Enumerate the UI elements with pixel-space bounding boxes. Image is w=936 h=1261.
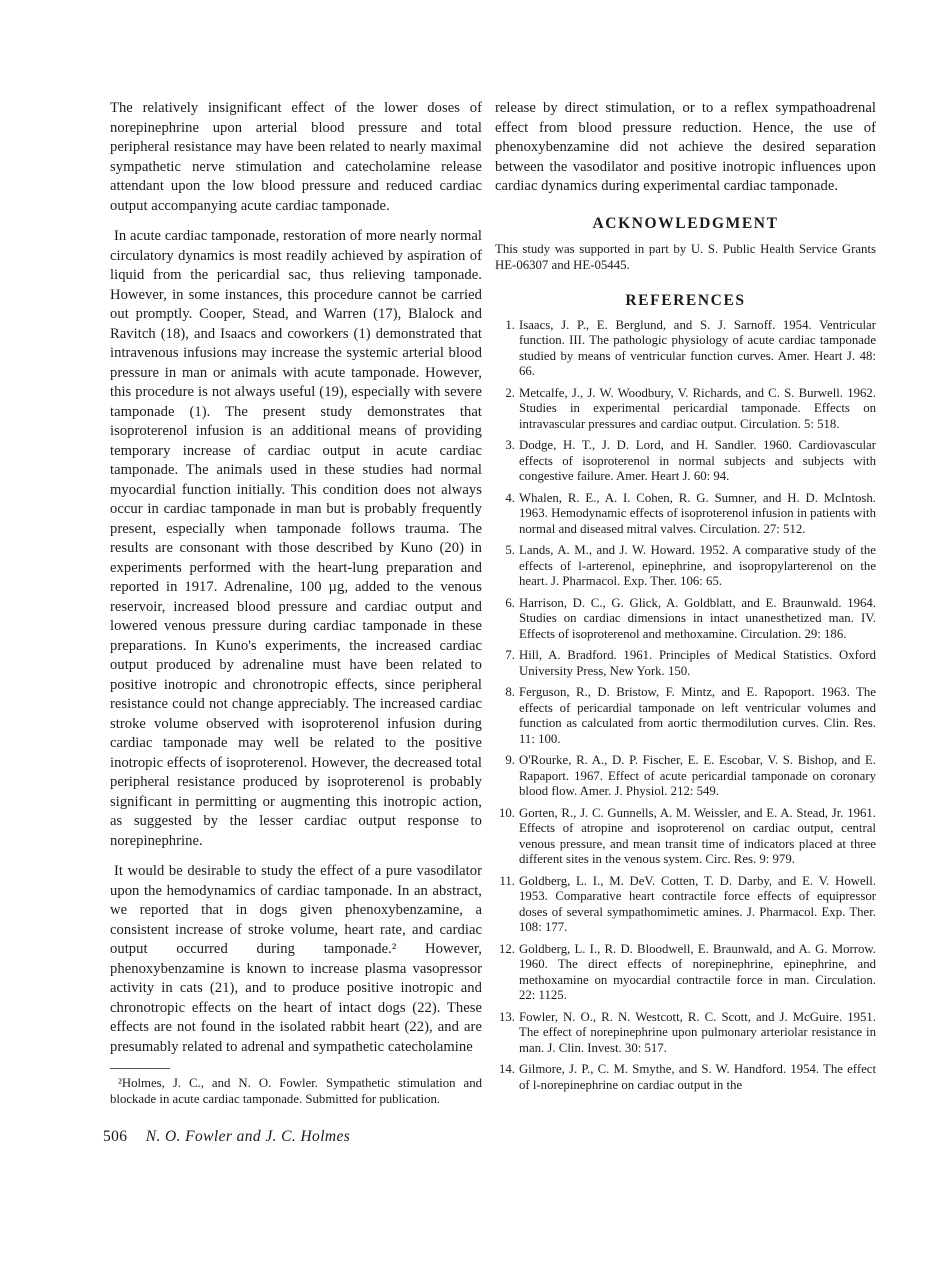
reference-number: 11.	[499, 873, 515, 888]
body-paragraph: The relatively insignificant effect of the lower doses of norepinephrine upon arterial blood pressure and total peripheral resistance may have been related to nearly maximal sympathetic nerve stimulation and catecholamine release attendant upon the low blood pressure and reduced cardiac output accompanying acute cardiac tamponade.	[110, 100, 482, 214]
reference-text: Whalen, R. E., A. I. Cohen, R. G. Sumner, and H. D. McIntosh. 1963. Hemodynamic effects of isoproterenol infusion in patients with normal and diseased mitral valves. Circulation. 27: 512.	[519, 490, 876, 536]
reference-item	[495, 491, 876, 538]
reference-text: O'Rourke, R. A., D. P. Fischer, E. E. Escobar, V. S. Bishop, and E. Rapaport. 1967. Effect of acute pericardial tamponade on coronary blood flow. Amer. J. Physiol. 212: 549.	[519, 753, 876, 798]
reference-number: 6.	[505, 595, 515, 610]
reference-text: Fowler, N. O., R. N. Westcott, R. C. Scott, and J. McGuire. 1951. The effect of norepinephrine upon pulmonary arteriolar resistance in man. J. Clin. Invest. 30: 517.	[519, 1009, 876, 1055]
reference-item	[495, 596, 876, 643]
reference-item	[495, 685, 876, 747]
reference-text: Hill, A. Bradford. 1961. Principles of Medical Statistics. Oxford University Press, New York. 150.	[519, 648, 876, 678]
body-paragraph: It would be desirable to study the effect of a pure vasodilator upon the hemodynamics of cardiac tamponade. In an abstract, we reported that in dogs given phenoxybenzamine, a consistent increase of stroke volume, heart rate, and cardiac output occurred during tamponade.² However, phenoxybenzamine is known to increase plasma vasopressor activity in cats (21), and to produce positive inotropic and chronotropic effects on the heart of intact dogs (22). These effects are not found in the isolated rabbit heart (22), and are presumably related to adrenal and sympathetic catecholamine	[110, 863, 482, 1055]
reference-text: Dodge, H. T., J. D. Lord, and H. Sandler. 1960. Cardiovascular effects of isoproterenol in normal subjects and subjects with congestive failure. Amer. Heart J. 60: 94.	[519, 438, 876, 483]
reference-number: 1.	[505, 317, 515, 332]
reference-text: Ferguson, R., D. Bristow, F. Mintz, and E. Rapoport. 1963. The effects of pericardial tamponade on left ventricular volumes and function as calculated from aortic thermodilution curves. Clin. Res. 11: 100.	[519, 685, 876, 746]
reference-number: 3.	[505, 438, 515, 452]
left-column	[110, 99, 482, 1107]
reference-item	[495, 543, 876, 590]
footnote: ²Holmes, J. C., and N. O. Fowler. Sympathetic stimulation and blockade in acute cardiac tamponade. Submitted for publication.	[110, 1076, 482, 1106]
body-paragraph: In acute cardiac tamponade, restoration of more nearly normal circulatory dynamics is most readily achieved by aspiration of liquid from the pericardial sac, thus relieving tamponade. However, in some instances, this procedure cannot be carried out promptly. Cooper, Stead, and Warren (17), Blalock and Ravitch (18), and Isaacs and coworkers (1) demonstrated that intravenous infusions may increase the systemic arterial blood pressure in man or animals with acute tamponade. However, this procedure is not always useful (19), especially with severe tamponade (1). The present study demonstrates that isoproterenol infusion is an additional means of providing temporary increase of cardiac output in acute cardiac tamponade. The animals used in these studies had normal myocardial function initially. This condition does not always occur in cardiac tamponade in man but is probably frequently present, especially when tamponade follows trauma. The results are consonant with those described by Kuno (20) in experiments performed with the heart-lung preparation and reported in 1917. Adrenaline, 100 µg, added to the venous reservoir, increased blood pressure and cardiac output and lowered venous pressure during cardiac tamponade in these preparations. In Kuno's experiments, the increased cardiac output produced by adrenaline must have been related to positive inotropic and chronotropic effects, since peripheral resistance could not change appreciably. The increased cardiac stroke volume observed with isoproterenol infusion during cardiac tamponade may well be related to the positive inotropic effects of isoproterenol. However, the decreased total peripheral resistance produced by isoproterenol is probably significant in permitting or augmenting this inotropic action, as suggested by the lesser cardiac output response to norepinephrine.	[110, 228, 482, 849]
reference-item	[495, 942, 876, 1004]
reference-item	[495, 386, 876, 433]
running-footer-authors: N. O. Fowler and J. C. Holmes	[145, 1128, 351, 1145]
page-number: 506	[103, 1128, 128, 1145]
reference-item	[495, 753, 876, 800]
reference-number: 9.	[505, 753, 515, 767]
reference-list	[495, 318, 876, 1094]
reference-number: 12.	[499, 941, 515, 956]
reference-number: 2.	[505, 385, 515, 400]
reference-item	[495, 1062, 876, 1093]
reference-number: 14.	[499, 1062, 515, 1076]
reference-number: 13.	[499, 1009, 515, 1024]
reference-text: Gilmore, J. P., C. M. Smythe, and S. W. Handford. 1954. The effect of l-norepinephrine on cardiac output in the	[519, 1062, 876, 1092]
reference-text: Harrison, D. C., G. Glick, A. Goldblatt, and E. Braunwald. 1964. Studies on cardiac dimensions in intact unanesthetized man. IV. Effects of isoproterenol and methoxamine. Circulation. 29: 186.	[519, 595, 876, 641]
references-heading: REFERENCES	[625, 291, 746, 309]
reference-item	[495, 438, 876, 485]
reference-item	[495, 1010, 876, 1057]
right-column	[495, 99, 876, 1099]
reference-text: Goldberg, L. I., R. D. Bloodwell, E. Braunwald, and A. G. Morrow. 1960. The direct effects of norepinephrine, epinephrine, and methoxamine on myocardial contractile force in man. Circulation. 22: 1125.	[519, 941, 876, 1002]
reference-number: 7.	[505, 648, 515, 662]
reference-item	[495, 806, 876, 868]
reference-text: Lands, A. M., and J. W. Howard. 1952. A comparative study of the effects of l-arterenol, epinephrine, and isopropylarterenol on the heart. J. Pharmacol. Exp. Ther. 106: 65.	[519, 543, 876, 588]
footnote-divider	[110, 1068, 170, 1069]
reference-text: Gorten, R., J. C. Gunnells, A. M. Weissler, and E. A. Stead, Jr. 1961. Effects of atropine and isoproterenol on cardiac output, central venous pressure, and mean transit time of indicators placed at three different sites in the venous system. Circ. Res. 9: 979.	[519, 805, 876, 866]
reference-number: 8.	[505, 685, 515, 699]
reference-number: 5.	[505, 543, 515, 557]
acknowledgment-text: This study was supported in part by U. S. Public Health Service Grants HE-06307 and HE-05445.	[495, 241, 876, 272]
reference-item	[495, 874, 876, 936]
page-footer	[103, 1128, 350, 1146]
reference-number: 4.	[505, 490, 515, 505]
reference-item	[495, 648, 876, 679]
reference-number: 10.	[499, 805, 515, 820]
reference-text: Goldberg, L. I., M. DeV. Cotten, T. D. Darby, and E. V. Howell. 1953. Comparative heart contractile force effects of equipressor doses of several sympathomimetic amines. J. Pharmacol. Exp. Ther. 108: 177.	[519, 873, 876, 934]
reference-item	[495, 318, 876, 380]
reference-text: Isaacs, J. P., E. Berglund, and S. J. Sarnoff. 1954. Ventricular function. III. The pathologic physiology of acute cardiac tamponade studied by means of ventricular function curves. Amer. Heart J. 48: 66.	[519, 317, 876, 378]
acknowledgment-heading: ACKNOWLEDGMENT	[592, 214, 779, 232]
reference-text: Metcalfe, J., J. W. Woodbury, V. Richards, and C. S. Burwell. 1962. Studies in experimental pericardial tamponade. Effects on intravascular pressures and cardiac output. Circulation. 5: 518.	[519, 385, 876, 431]
body-paragraph-continuation: release by direct stimulation, or to a reflex sympathoadrenal effect from blood pressure reduction. Hence, the use of phenoxybenzamine did not achieve the desired separation between the vasodilator and positive inotropic influences upon cardiac dynamics during experimental cardiac tamponade.	[495, 100, 876, 194]
